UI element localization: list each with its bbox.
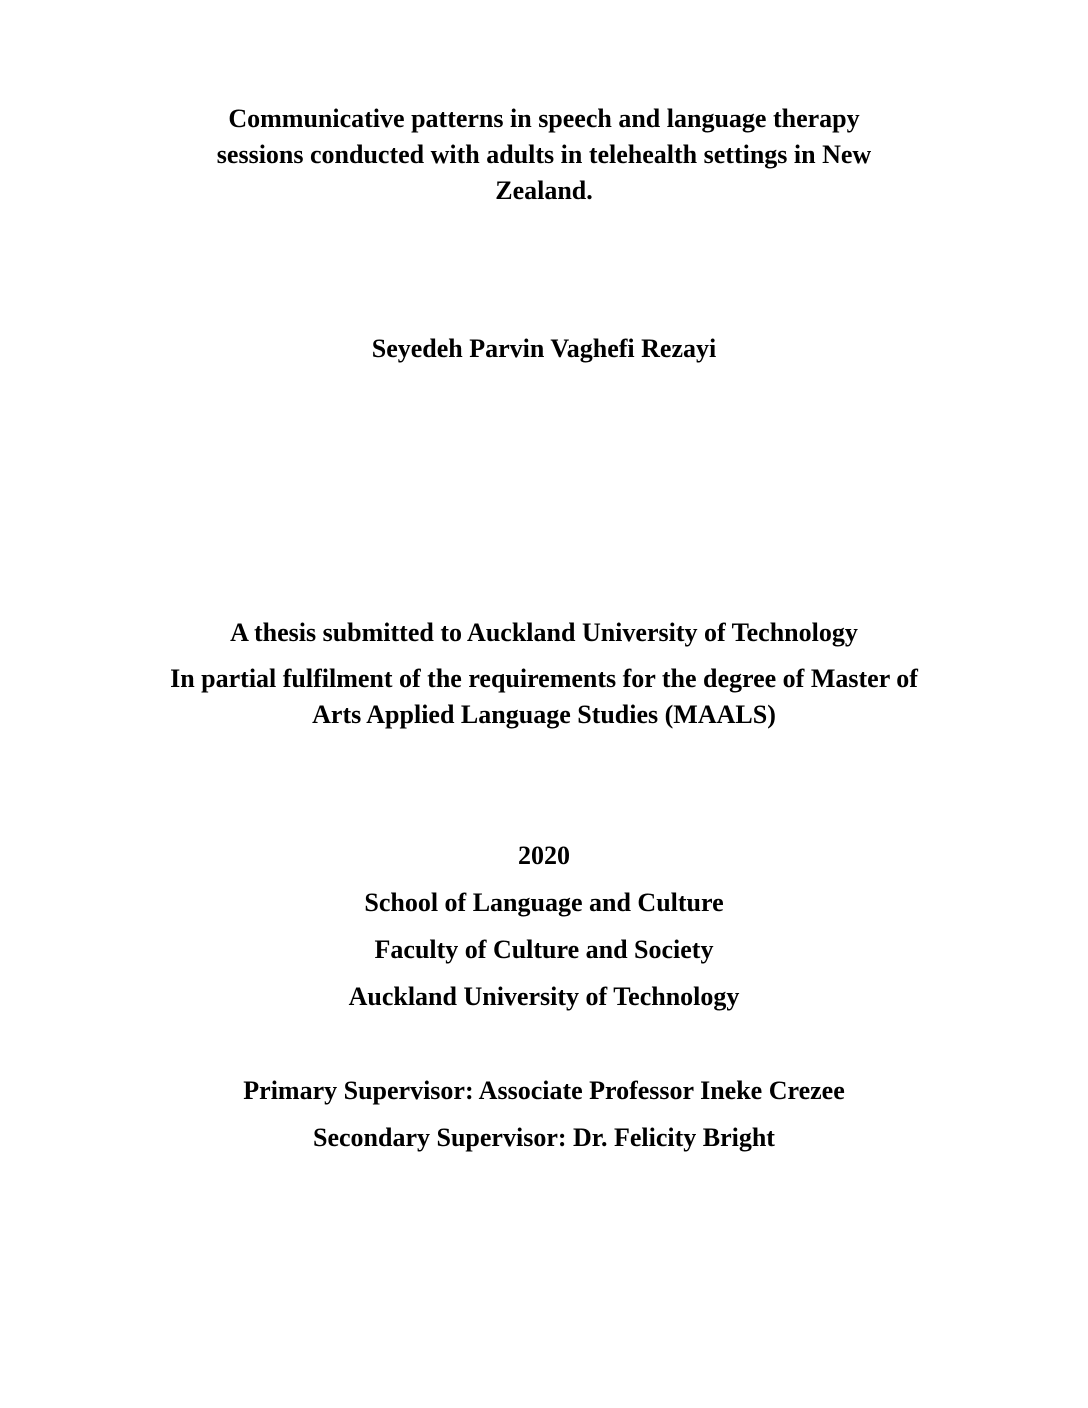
submission-statement	[0, 615, 1088, 733]
secondary-supervisor: Secondary Supervisor: Dr. Felicity Bright	[313, 1123, 775, 1152]
year: 2020	[518, 841, 570, 870]
primary-supervisor: Primary Supervisor: Associate Professor Ineke Crezee	[243, 1076, 845, 1105]
submission-line-1: A thesis submitted to Auckland University of Technology	[230, 618, 858, 647]
university: Auckland University of Technology	[348, 982, 740, 1011]
supervisors	[0, 1073, 1088, 1167]
author-name: Seyedeh Parvin Vaghefi Rezayi	[371, 334, 717, 363]
faculty: Faculty of Culture and Society	[374, 935, 714, 964]
submission-line-3: Arts Applied Language Studies (MAALS)	[312, 700, 776, 729]
submission-line-2: In partial fulfilment of the requirements for the degree of Master of	[170, 664, 918, 693]
institution-details	[0, 838, 1088, 1026]
thesis-title	[0, 101, 1088, 209]
title-line-1: Communicative patterns in speech and language therapy	[228, 104, 860, 133]
school: School of Language and Culture	[364, 888, 724, 917]
title-line-2: sessions conducted with adults in telehealth settings in New	[216, 140, 872, 169]
title-line-3: Zealand.	[495, 176, 593, 205]
